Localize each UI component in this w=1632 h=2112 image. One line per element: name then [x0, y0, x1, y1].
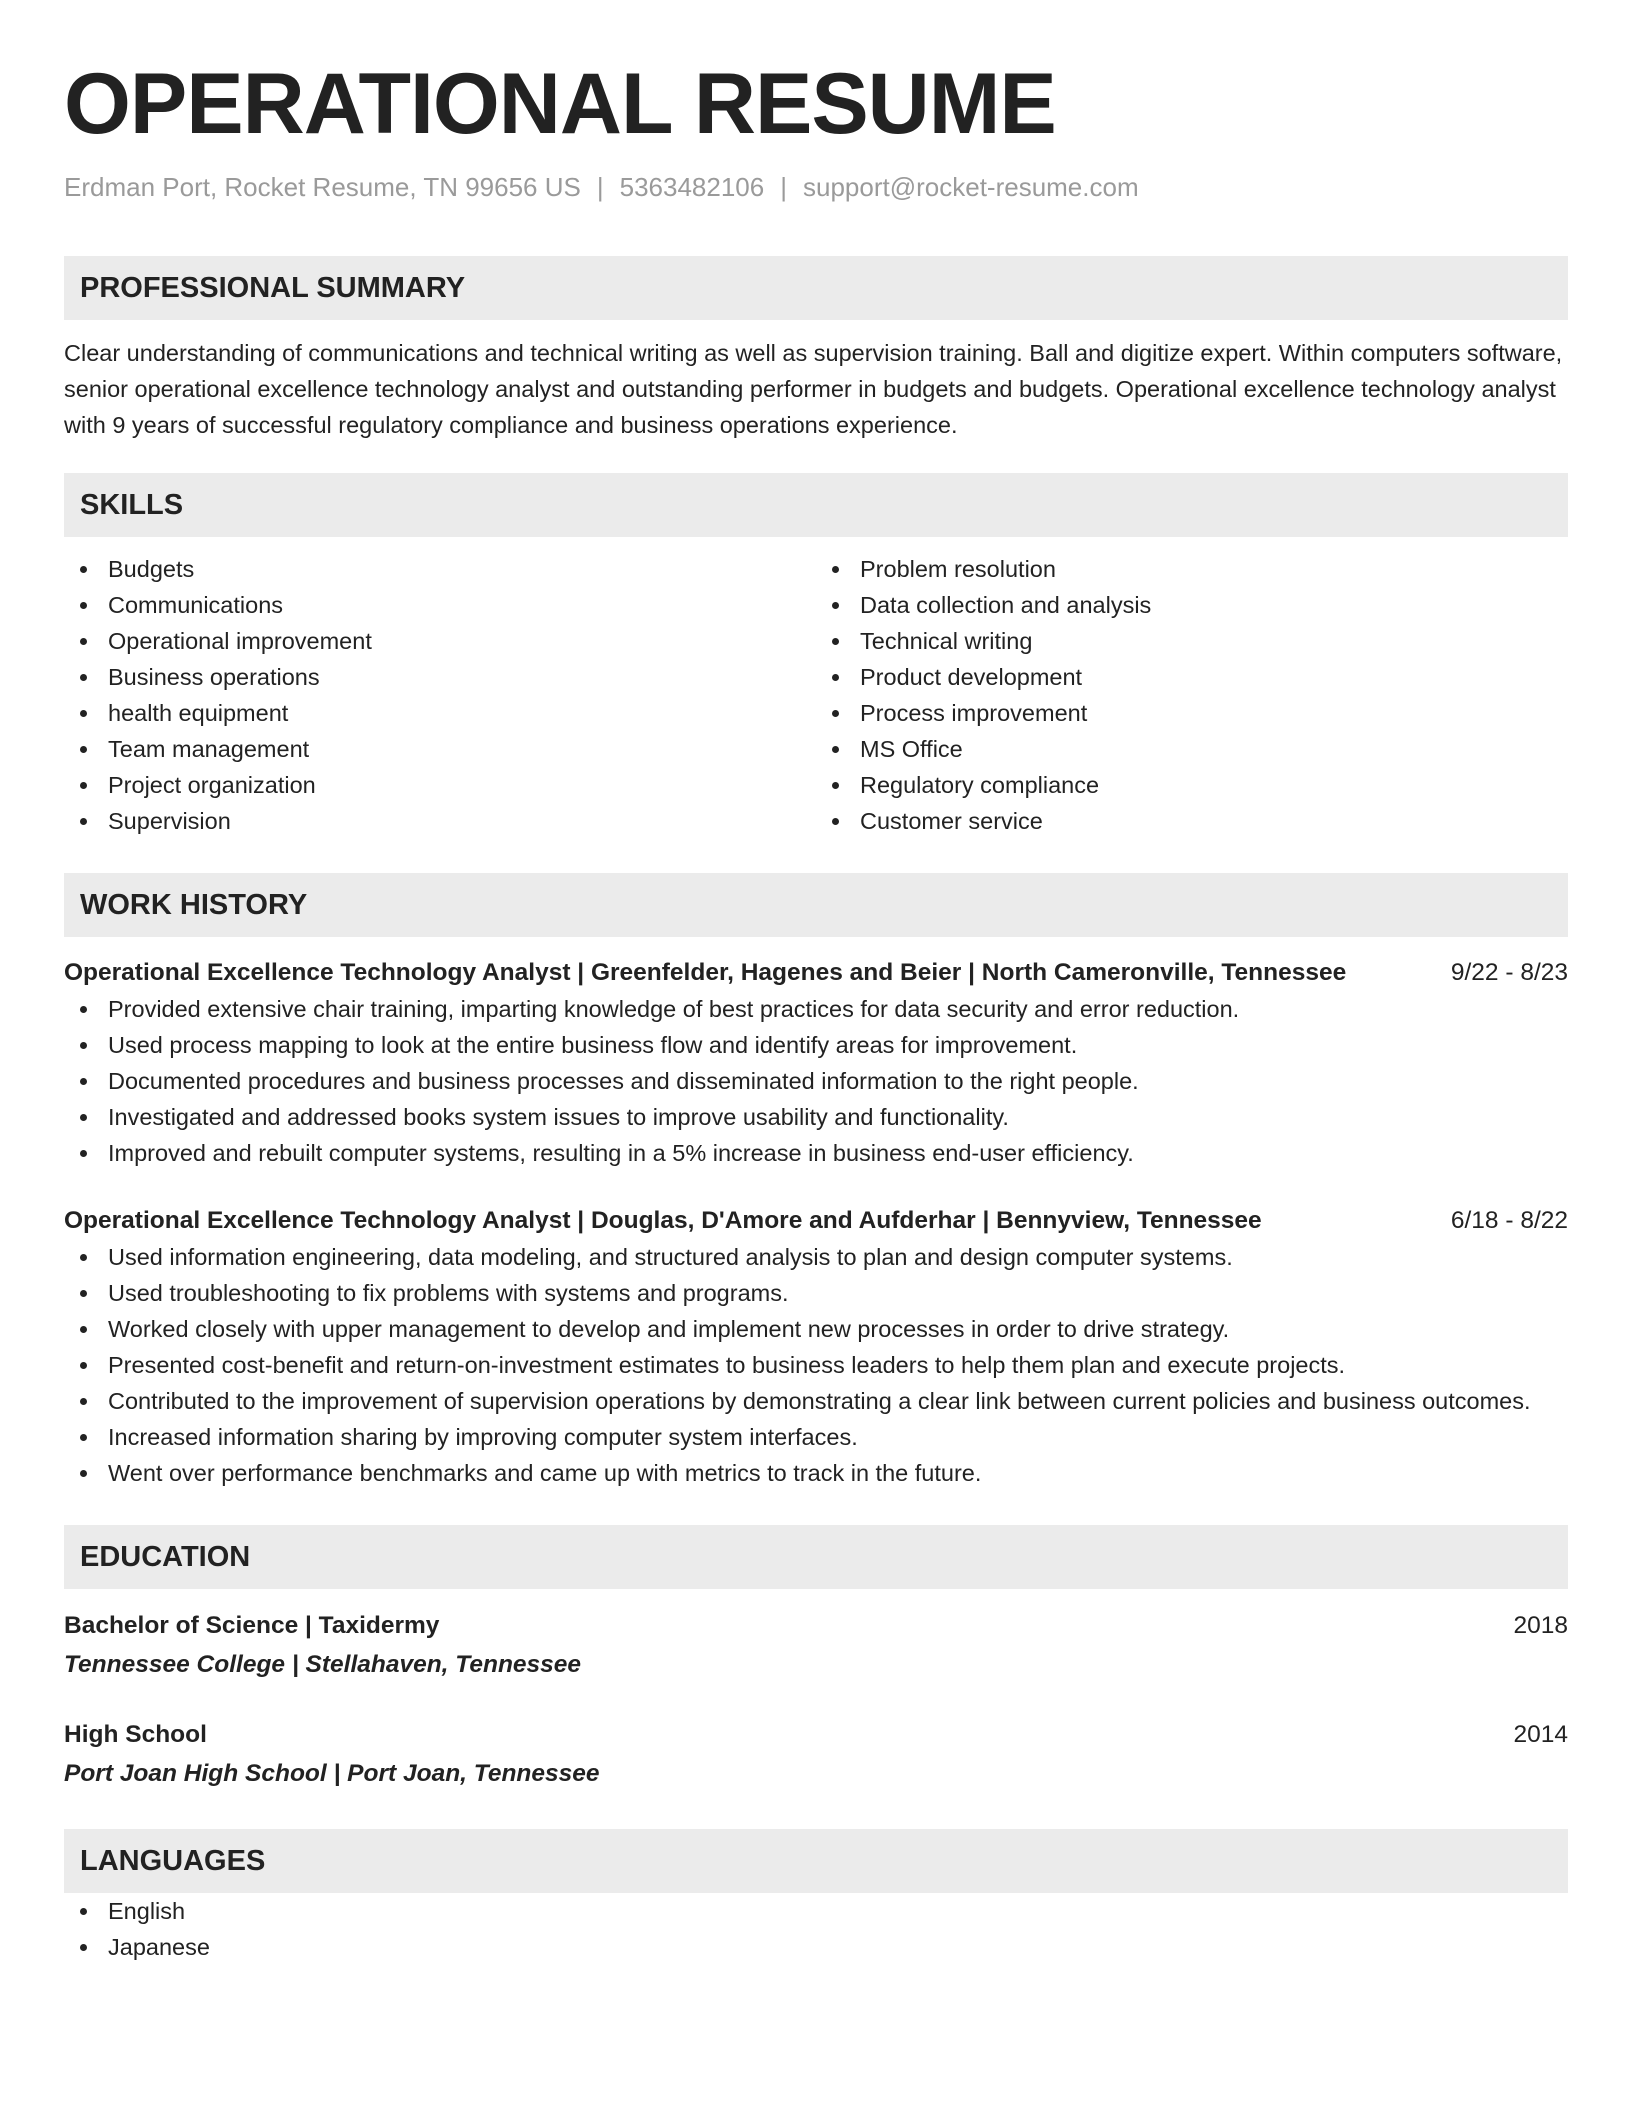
languages-list: [64, 1893, 1568, 1965]
job-bullet: Worked closely with upper management to develop and implement new processes in order to drive strategy.: [64, 1311, 1568, 1347]
resume-name: OPERATIONAL RESUME: [64, 56, 1056, 152]
job-bullet: Used information engineering, data modeling, and structured analysis to plan and design computer systems.: [64, 1239, 1568, 1275]
work-history-heading: WORK HISTORY: [64, 873, 1568, 937]
job-title: Operational Excellence Technology Analyst | Greenfelder, Hagenes and Beier | North Cameronville, Tennessee: [64, 959, 1347, 986]
skill-item: Operational improvement: [64, 623, 816, 659]
job-bullet: Provided extensive chair training, imparting knowledge of best practices for data security and error reduction.: [64, 991, 1568, 1027]
education-header: [64, 1608, 1568, 1644]
skill-item: Technical writing: [816, 623, 1568, 659]
skills-list: [64, 551, 1568, 839]
skill-item: Data collection and analysis: [816, 587, 1568, 623]
job-bullet: Contributed to the improvement of supervision operations by demonstrating a clear link between current policies and business outcomes.: [64, 1383, 1568, 1419]
job-bullet: Improved and rebuilt computer systems, resulting in a 5% increase in business end-user efficiency.: [64, 1135, 1568, 1171]
education-year: 2014: [1513, 1721, 1568, 1748]
job-bullet: Documented procedures and business processes and disseminated information to the right people.: [64, 1063, 1568, 1099]
contact-separator: |: [596, 172, 604, 202]
education-school: Tennessee College | Stellahaven, Tennessee: [64, 1651, 582, 1678]
language-item: English: [64, 1893, 1568, 1929]
skill-item: Supervision: [64, 803, 816, 839]
contact-phone: 5363482106: [619, 172, 765, 202]
skill-item: Regulatory compliance: [816, 767, 1568, 803]
job-dates: 9/22 - 8/23: [1450, 959, 1568, 986]
job-title: Operational Excellence Technology Analyst | Douglas, D'Amore and Aufderhar | Bennyview, Tennessee: [64, 1207, 1262, 1234]
language-item: Japanese: [64, 1929, 1568, 1965]
job-entry: [64, 955, 1568, 1171]
skills-heading: SKILLS: [64, 473, 1568, 537]
summary-text: Clear understanding of communications and technical writing as well as supervision training. Ball and digitize expert. Within computers software, senior operational excellence technology analyst and outstanding performer in budgets and budgets. Operational excellence technology analyst with 9 years of successful regulatory compliance and business operations experience.: [64, 340, 1563, 438]
skill-item: Team management: [64, 731, 816, 767]
skills-column-right: [816, 551, 1568, 839]
job-dates: 6/18 - 8/22: [1450, 1207, 1568, 1234]
job-responsibilities: [64, 991, 1568, 1171]
education-entry: [64, 1608, 1568, 1683]
job-bullet: Used process mapping to look at the entire business flow and identify areas for improvement.: [64, 1027, 1568, 1063]
languages-heading: LANGUAGES: [64, 1829, 1568, 1893]
skill-item: Project organization: [64, 767, 816, 803]
contact-separator: |: [780, 172, 787, 202]
skill-item: Budgets: [64, 551, 816, 587]
skill-item: MS Office: [816, 731, 1568, 767]
skills-column-left: [64, 551, 816, 839]
skill-item: Business operations: [64, 659, 816, 695]
education-degree: Bachelor of Science | Taxidermy: [64, 1612, 440, 1639]
job-header: [64, 955, 1568, 991]
education-entry: [64, 1717, 1568, 1792]
skill-item: Product development: [816, 659, 1568, 695]
contact-address: Erdman Port, Rocket Resume, TN 99656 US: [64, 172, 581, 202]
skill-item: Problem resolution: [816, 551, 1568, 587]
contact-email: support@rocket-resume.com: [803, 172, 1139, 202]
job-header: [64, 1203, 1568, 1239]
job-responsibilities: [64, 1239, 1568, 1491]
skill-item: Process improvement: [816, 695, 1568, 731]
skill-item: health equipment: [64, 695, 816, 731]
job-bullet: Went over performance benchmarks and came up with metrics to track in the future.: [64, 1455, 1568, 1491]
job-entry: [64, 1203, 1568, 1491]
summary-heading: PROFESSIONAL SUMMARY: [64, 256, 1568, 320]
skill-item: Communications: [64, 587, 816, 623]
skill-item: Customer service: [816, 803, 1568, 839]
education-header: [64, 1717, 1568, 1753]
job-bullet: Presented cost-benefit and return-on-investment estimates to business leaders to help them plan and execute projects.: [64, 1347, 1568, 1383]
education-year: 2018: [1513, 1612, 1568, 1639]
education-degree: High School: [64, 1721, 207, 1748]
contact-line: [64, 170, 1568, 204]
job-bullet: Increased information sharing by improving computer system interfaces.: [64, 1419, 1568, 1455]
job-bullet: Investigated and addressed books system issues to improve usability and functionality.: [64, 1099, 1568, 1135]
education-school: Port Joan High School | Port Joan, Tennessee: [64, 1760, 600, 1787]
education-heading: EDUCATION: [64, 1525, 1568, 1589]
job-bullet: Used troubleshooting to fix problems with systems and programs.: [64, 1275, 1568, 1311]
